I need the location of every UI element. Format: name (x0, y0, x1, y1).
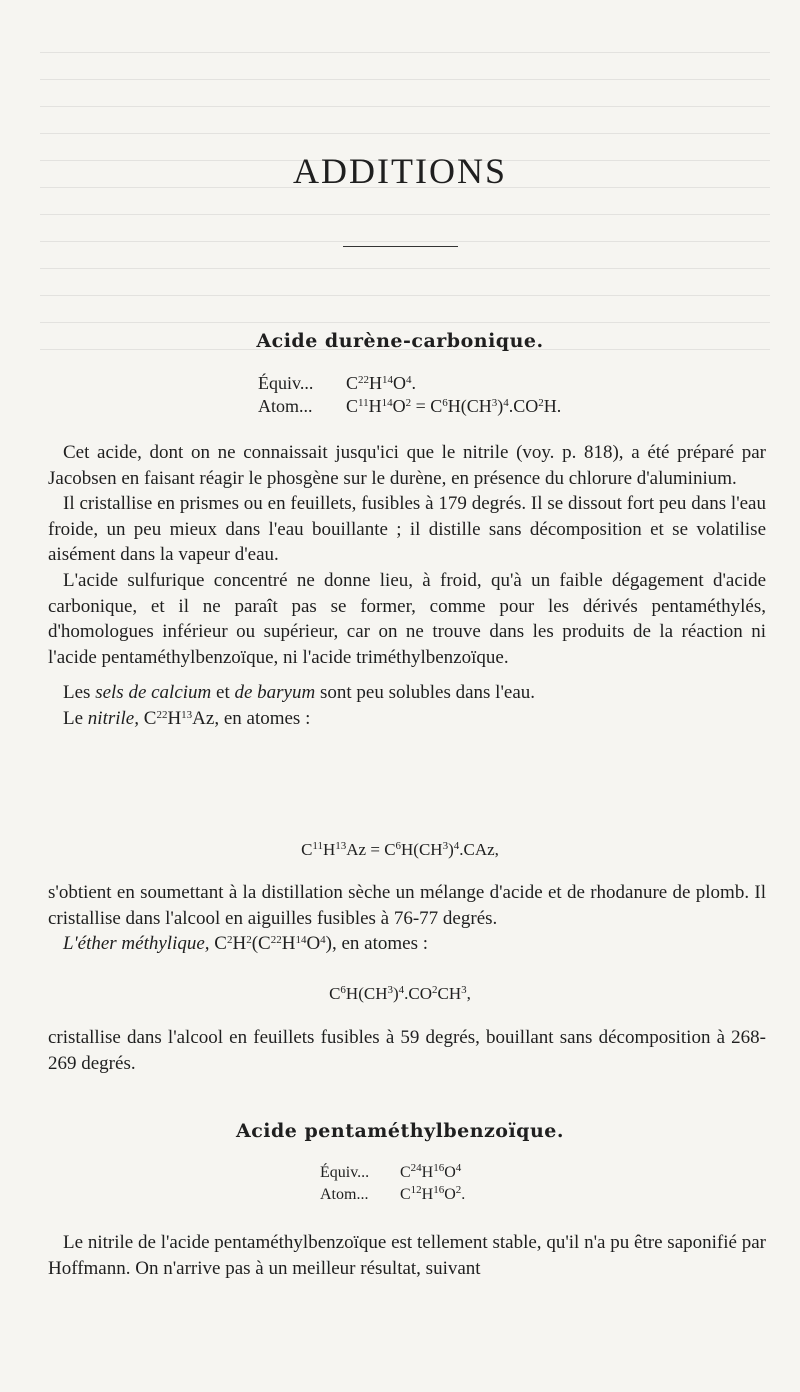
equiv-formula-2 (320, 1162, 461, 1184)
atom-label: Atom... (258, 396, 313, 416)
atom-label-2: Atom... (320, 1186, 369, 1203)
ether-atom-formula: $C^6H(CH^3)^4.CO^2CH^3$, (329, 984, 471, 1003)
equiv-label: Équiv... (258, 373, 314, 393)
atom-formula (258, 395, 561, 417)
nitrile-atom-formula: $C^{11}H^{13}Az = C^6H(CH^3)^4.CAz$, (301, 840, 499, 859)
equiv-label-2: Équiv... (320, 1164, 370, 1181)
paragraph: Le nitrile, $C^{22}H^{13}Az$, en atomes : (63, 707, 311, 729)
paragraph: Il cristallise en prismes ou en feuillets, fusibles à 179 degrés. Il se dissout fort peu dans l'eau froide, un peu mieux dans l'eau bouillante ; il distille sans décomposition et se volatilise aisément dans la vapeur d'eau. (48, 493, 766, 566)
section1-text (48, 440, 766, 732)
atom-formula-value-2: $C^{12}H^{16}O^2$. (400, 1184, 466, 1203)
paragraph: L'éther méthylique, $C^2H^2(C^{22}H^{14}O^4)$, en atomes : (63, 933, 429, 955)
paragraph: s'obtient en soumettant à la distillation sèche un mélange d'acide et de rhodanure de plomb. Il cristallise dans l'alcool en aiguilles fusibles à 76-77 degrés. (48, 882, 766, 929)
page-title: ADDITIONS (293, 151, 507, 191)
paragraph: Cet acide, dont on ne connaissait jusqu'ici que le nitrile (voy. p. 818), a été préparé par Jacobsen en faisant réagir le phosgène sur le durène, en présence du chlorure d'aluminium. (48, 442, 766, 489)
title-divider (343, 246, 458, 247)
equiv-formula (258, 372, 416, 394)
section-heading-durene-carbonique: Acide durène-carbonique. (256, 330, 544, 352)
section1-text-end (48, 1025, 766, 1076)
paragraph: Les sels de calcium et de baryum sont peu solubles dans l'eau. (63, 682, 535, 704)
atom-formula-2 (320, 1184, 465, 1206)
section-heading-pentamethylbenzoique: Acide pentaméthylbenzoïque. (235, 1120, 564, 1142)
paragraph: Le nitrile de l'acide pentaméthylbenzoïque est tellement stable, qu'il n'a pu être saponifié par Hoffmann. On n'arrive pas à un meilleur résultat, suivant (48, 1232, 766, 1279)
section1-text-cont (48, 880, 766, 957)
paragraph: L'acide sulfurique concentré ne donne lieu, à froid, qu'à un faible dégagement d'acide carbonique, et il ne paraît pas se former, comme pour les dérivés pentaméthylés, d'homologues inférieur ou supérieur, car on ne trouve dans les produits de la réaction ni l'acide pentaméthylbenzoïque, ni l'acide triméthylbenzoïque. (48, 569, 766, 668)
equiv-formula-value: $C^{22}H^{14}O^4$. (346, 373, 417, 393)
show-through-text (40, 30, 770, 360)
equiv-formula-value-2: $C^{24}H^{16}O^4$ (400, 1162, 462, 1181)
section2-text (48, 1230, 766, 1281)
atom-formula-value: $C^{11}H^{14}O^2 = C^6H(CH^3)^4.CO^2H$. (346, 396, 562, 416)
paragraph: cristallise dans l'alcool en feuillets fusibles à 59 degrés, bouillant sans décomposition à 268-269 degrés. (48, 1027, 766, 1074)
